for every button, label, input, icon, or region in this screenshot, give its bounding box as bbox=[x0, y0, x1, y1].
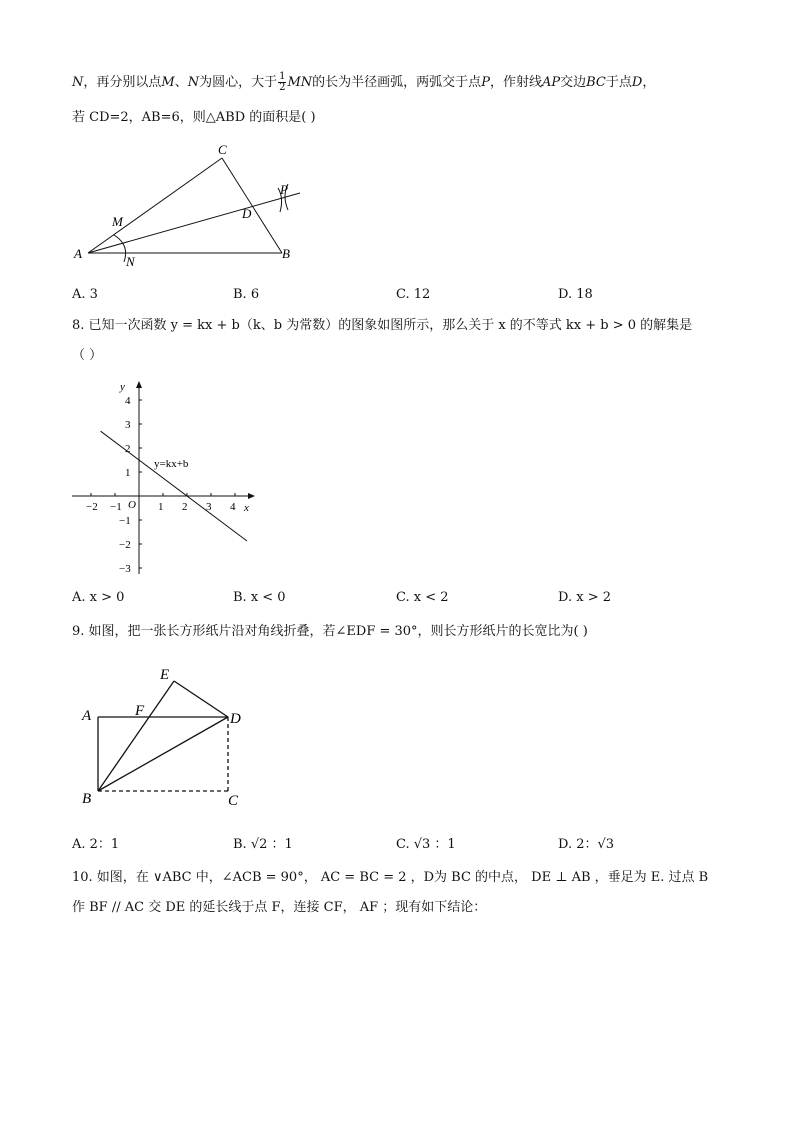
q7-option-c[interactable]: C. 12 bbox=[396, 287, 431, 302]
q8-function-graph bbox=[68, 378, 268, 578]
q9-fold-figure bbox=[76, 660, 256, 810]
q7-text-fragment: M bbox=[161, 75, 175, 90]
q7-text-fragment: ， bbox=[642, 75, 656, 90]
label-n: N bbox=[126, 254, 135, 269]
q10-question-line2: 作 BF // AC 交 DE 的延长线于点 F，连接 CF， AF ；现有如下结论： bbox=[72, 900, 487, 915]
y-axis-label: y bbox=[120, 381, 125, 393]
label-a: A bbox=[74, 246, 82, 261]
x-axis-label: x bbox=[244, 502, 249, 514]
q7-text-fragment: 于点 bbox=[605, 75, 632, 90]
q9-option-a[interactable]: A. 2：1 bbox=[72, 837, 120, 852]
q7-text-fragment: BC bbox=[586, 75, 606, 90]
q7-triangle-figure bbox=[70, 140, 310, 270]
q8-option-c[interactable]: C. x < 2 bbox=[396, 590, 449, 605]
label-f: F bbox=[135, 703, 145, 719]
segment-ac bbox=[88, 158, 222, 253]
segment-be bbox=[98, 681, 174, 791]
q7-text-line1 bbox=[72, 72, 655, 93]
label-b: B bbox=[82, 791, 92, 807]
q7-option-d[interactable]: D. 18 bbox=[558, 287, 593, 302]
q7-text-fragment: 为圆心，大于 bbox=[199, 75, 278, 90]
q7-text-fragment: P bbox=[481, 75, 490, 90]
q9-option-d[interactable]: D. 2：√3 bbox=[558, 837, 615, 852]
y-tick-label: −1 bbox=[119, 515, 131, 527]
q8-option-b[interactable]: B. x < 0 bbox=[233, 590, 286, 605]
q7-text-fragment: ，再分别以点 bbox=[83, 75, 162, 90]
y-tick-label: 4 bbox=[125, 395, 131, 407]
q7-text-line2: 若 CD=2，AB=6，则△ABD 的面积是( ) bbox=[72, 110, 316, 125]
q7-text-fragment: ，作射线 bbox=[489, 75, 542, 90]
label-b: B bbox=[282, 246, 290, 261]
q8-question-line2: （ ） bbox=[72, 348, 103, 363]
label-m: M bbox=[112, 214, 123, 229]
segment-ed bbox=[174, 681, 228, 717]
fraction-denominator: 2 bbox=[279, 82, 286, 93]
x-tick-label: 2 bbox=[182, 501, 188, 513]
x-tick-label: 1 bbox=[158, 501, 164, 513]
y-tick-label: 2 bbox=[125, 443, 131, 455]
label-c: C bbox=[218, 142, 227, 157]
q9-option-c[interactable]: C. √3 ：1 bbox=[396, 837, 456, 852]
line-equation-label: y=kx+b bbox=[154, 458, 189, 470]
origin-label: O bbox=[128, 499, 136, 511]
fraction-numerator: 1 bbox=[279, 71, 286, 82]
y-tick-label: −2 bbox=[119, 539, 131, 551]
q7-text-fragment: AP bbox=[541, 75, 561, 90]
x-tick-label: −2 bbox=[86, 501, 98, 513]
x-tick-label: 3 bbox=[206, 501, 212, 513]
q10-question-line1: 10. 如图，在 ∨ABC 中，∠ACB = 90°， AC = BC = 2 ，D为 BC 的中点， DE ⊥ AB ，垂足为 E. 过点 B bbox=[72, 870, 709, 885]
label-e: E bbox=[160, 667, 170, 683]
q9-question-line1: 9. 如图，把一张长方形纸片沿对角线折叠，若∠EDF = 30°，则长方形纸片的长宽比为( ) bbox=[72, 624, 588, 639]
q8-option-d[interactable]: D. x > 2 bbox=[558, 590, 611, 605]
q8-option-a[interactable]: A. x > 0 bbox=[72, 590, 125, 605]
y-tick-label: 3 bbox=[125, 419, 131, 431]
y-tick-label: 1 bbox=[125, 467, 131, 479]
x-tick-label: 4 bbox=[230, 501, 236, 513]
q7-text-fragment: N bbox=[72, 75, 84, 90]
y-tick-label: −3 bbox=[119, 563, 131, 575]
x-tick-label: −1 bbox=[110, 501, 122, 513]
q7-option-b[interactable]: B. 6 bbox=[233, 287, 260, 302]
half-fraction bbox=[278, 72, 286, 93]
q7-text-fragment: 交边 bbox=[560, 75, 587, 90]
q9-option-b[interactable]: B. √2 ：1 bbox=[233, 837, 293, 852]
diagonal-bd bbox=[98, 717, 228, 791]
q7-text-fragment: N bbox=[187, 75, 200, 90]
segment-cb bbox=[222, 158, 282, 253]
label-c: C bbox=[228, 793, 239, 809]
q7-text-fragment: 、 bbox=[174, 75, 188, 90]
q7-text-fragment: MN bbox=[287, 75, 313, 90]
q7-text-fragment: D bbox=[631, 75, 643, 90]
arc-mn bbox=[114, 235, 126, 262]
label-d: D bbox=[242, 206, 252, 221]
q7-option-a[interactable]: A. 3 bbox=[72, 287, 98, 302]
label-d: D bbox=[230, 711, 241, 727]
q8-question-line1: 8. 已知一次函数 y = kx + b（k、b 为常数）的图象如图所示，那么关于 x 的不等式 kx + b > 0 的解集是 bbox=[72, 318, 693, 333]
label-a: A bbox=[82, 708, 92, 724]
label-p: P bbox=[280, 182, 288, 197]
q7-text-fragment: 的长为半径画弧，两弧交于点 bbox=[312, 75, 482, 90]
